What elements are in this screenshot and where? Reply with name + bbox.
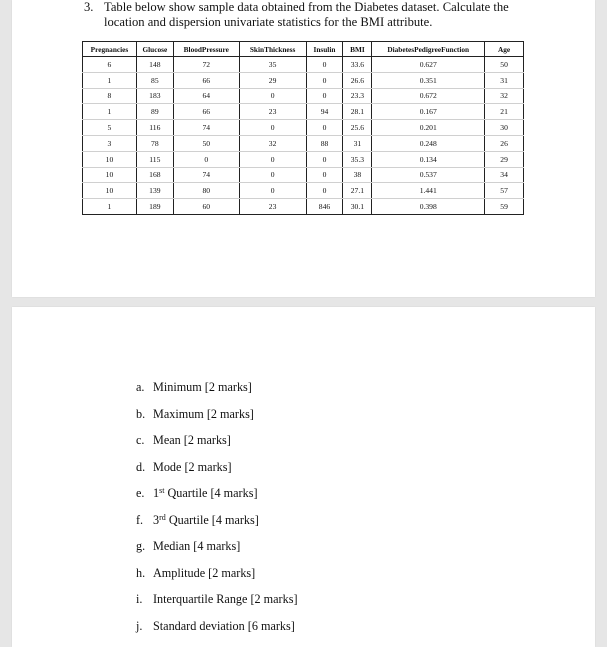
task-letter: d. xyxy=(136,459,146,474)
header-insulin: Insulin xyxy=(306,42,343,57)
table-cell: 66 xyxy=(173,104,239,120)
table-cell: 32 xyxy=(485,88,524,104)
table-row xyxy=(83,151,524,167)
table-cell: 10 xyxy=(83,151,137,167)
table-cell: 148 xyxy=(136,57,173,73)
table-cell: 28.1 xyxy=(343,104,372,120)
table-row xyxy=(83,135,524,151)
table-cell: 5 xyxy=(83,120,137,136)
table-cell: 189 xyxy=(136,199,173,215)
task-text xyxy=(153,380,252,395)
table-cell: 0 xyxy=(306,167,343,183)
table-cell: 88 xyxy=(306,135,343,151)
table-cell: 1 xyxy=(83,104,137,120)
table-cell: 26 xyxy=(485,135,524,151)
table-cell: 29 xyxy=(485,151,524,167)
table-cell: 30.1 xyxy=(343,199,372,215)
question-text: Table below show sample data obtained from the Diabetes dataset. Calculate the location and dispersion univariate statistics for the BMI attribute. xyxy=(104,0,509,29)
task-letter: i. xyxy=(136,592,143,606)
task-label: Minimum [2 marks] xyxy=(153,380,252,394)
table-cell: 25.6 xyxy=(343,120,372,136)
task-text xyxy=(153,433,231,448)
task-label: Median [4 marks] xyxy=(153,539,241,553)
task-letter: f. xyxy=(136,512,144,527)
table-cell: 183 xyxy=(136,88,173,104)
task-label: Standard deviation [6 marks] xyxy=(153,618,295,633)
table-cell: 0 xyxy=(239,88,306,104)
table-cell: 64 xyxy=(173,88,239,104)
table-cell: 10 xyxy=(83,167,137,183)
table-cell: 0 xyxy=(239,183,306,199)
table-cell: 72 xyxy=(173,57,239,73)
table-cell: 85 xyxy=(136,72,173,88)
table-cell: 0 xyxy=(239,120,306,136)
header-glucose: Glucose xyxy=(136,42,173,57)
task-label: Amplitude [2 marks] xyxy=(153,565,256,580)
table-cell: 6 xyxy=(83,57,137,73)
table-cell: 94 xyxy=(306,104,343,120)
table-cell: 0.201 xyxy=(372,120,485,136)
task-letter: a. xyxy=(136,380,145,394)
table-cell: 0.398 xyxy=(372,199,485,215)
table-cell: 31 xyxy=(343,135,372,151)
table-cell: 1.441 xyxy=(372,183,485,199)
table-row xyxy=(83,183,524,199)
task-ordinal-suffix: rd xyxy=(159,512,166,522)
table-cell: 0.351 xyxy=(372,72,485,88)
table-cell: 30 xyxy=(485,120,524,136)
table-cell: 846 xyxy=(306,199,343,215)
table-cell: 0 xyxy=(173,151,239,167)
table-row xyxy=(83,199,524,215)
header-age: Age xyxy=(485,42,524,57)
table-cell: 29 xyxy=(239,72,306,88)
diabetes-data-table xyxy=(82,41,524,215)
table-cell: 0.672 xyxy=(372,88,485,104)
table-cell: 32 xyxy=(239,135,306,151)
task-text xyxy=(153,539,240,554)
task-label: Mean [2 marks] xyxy=(153,433,231,447)
table-cell: 23.3 xyxy=(343,88,372,104)
table-cell: 1 xyxy=(83,199,137,215)
table-cell: 0.537 xyxy=(372,167,485,183)
table-cell: 59 xyxy=(485,199,524,215)
header-skinthickness: SkinThickness xyxy=(239,42,306,57)
table-cell: 35.3 xyxy=(343,151,372,167)
table-cell: 0 xyxy=(306,120,343,136)
header-bmi: BMI xyxy=(343,42,372,57)
task-text xyxy=(153,407,254,422)
task-text xyxy=(153,619,295,634)
table-cell: 0 xyxy=(306,183,343,199)
table-cell: 168 xyxy=(136,167,173,183)
task-letter: e. xyxy=(136,486,145,500)
task-letter: b. xyxy=(136,406,146,421)
task-text xyxy=(153,592,298,607)
table-cell: 0.627 xyxy=(372,57,485,73)
table-row xyxy=(83,104,524,120)
table-cell: 0 xyxy=(306,151,343,167)
table-cell: 27.1 xyxy=(343,183,372,199)
table-cell: 0 xyxy=(239,167,306,183)
table-cell: 23 xyxy=(239,199,306,215)
page-2 xyxy=(12,307,595,647)
table-row xyxy=(83,88,524,104)
table-row xyxy=(83,120,524,136)
table-cell: 50 xyxy=(485,57,524,73)
table-cell: 115 xyxy=(136,151,173,167)
table-cell: 0 xyxy=(239,151,306,167)
table-cell: 0.134 xyxy=(372,151,485,167)
table-row xyxy=(83,167,524,183)
header-bloodpressure: BloodPressure xyxy=(173,42,239,57)
task-label: Mode [2 marks] xyxy=(153,459,232,474)
table-cell: 0 xyxy=(306,72,343,88)
page-1 xyxy=(12,0,595,297)
task-ordinal: 3 xyxy=(153,512,160,527)
table-cell: 0.248 xyxy=(372,135,485,151)
task-ordinal-suffix: st xyxy=(159,486,165,495)
table-cell: 23 xyxy=(239,104,306,120)
header-diabetespedigreefunction: DiabetesPedigreeFunction xyxy=(372,42,485,57)
table-cell: 26.6 xyxy=(343,72,372,88)
task-ordinal: 1 xyxy=(153,486,160,500)
task-letter: h. xyxy=(136,565,146,580)
table-row xyxy=(83,57,524,73)
task-label: Interquartile Range [2 marks] xyxy=(153,592,298,606)
task-text xyxy=(153,460,232,475)
table-cell: 0 xyxy=(306,57,343,73)
table-cell: 0 xyxy=(306,88,343,104)
table-row xyxy=(83,72,524,88)
task-text xyxy=(153,566,255,581)
table-cell: 31 xyxy=(485,72,524,88)
table-cell: 1 xyxy=(83,72,137,88)
task-letter: j. xyxy=(136,618,143,633)
table-cell: 57 xyxy=(485,183,524,199)
table-cell: 139 xyxy=(136,183,173,199)
table-cell: 21 xyxy=(485,104,524,120)
table-cell: 8 xyxy=(83,88,137,104)
task-label: Maximum [2 marks] xyxy=(153,406,254,421)
table-cell: 74 xyxy=(173,167,239,183)
task-text xyxy=(153,486,258,501)
table-header-row xyxy=(83,42,524,57)
table-cell: 38 xyxy=(343,167,372,183)
table-cell: 34 xyxy=(485,167,524,183)
task-label: Quartile [4 marks] xyxy=(168,512,259,527)
table-cell: 33.6 xyxy=(343,57,372,73)
table-cell: 0.167 xyxy=(372,104,485,120)
task-letter: c. xyxy=(136,433,145,447)
task-letter: g. xyxy=(136,539,146,553)
table-cell: 3 xyxy=(83,135,137,151)
table-cell: 35 xyxy=(239,57,306,73)
table-cell: 116 xyxy=(136,120,173,136)
question-number: 3. xyxy=(84,0,94,14)
table-cell: 74 xyxy=(173,120,239,136)
table-cell: 50 xyxy=(173,135,239,151)
table-cell: 78 xyxy=(136,135,173,151)
task-label: Quartile [4 marks] xyxy=(167,486,258,500)
table-cell: 66 xyxy=(173,72,239,88)
table-cell: 89 xyxy=(136,104,173,120)
task-text xyxy=(153,513,259,528)
table-cell: 10 xyxy=(83,183,137,199)
table-cell: 80 xyxy=(173,183,239,199)
table-cell: 60 xyxy=(173,199,239,215)
question-block xyxy=(84,0,544,30)
header-pregnancies: Pregnancies xyxy=(83,42,137,57)
